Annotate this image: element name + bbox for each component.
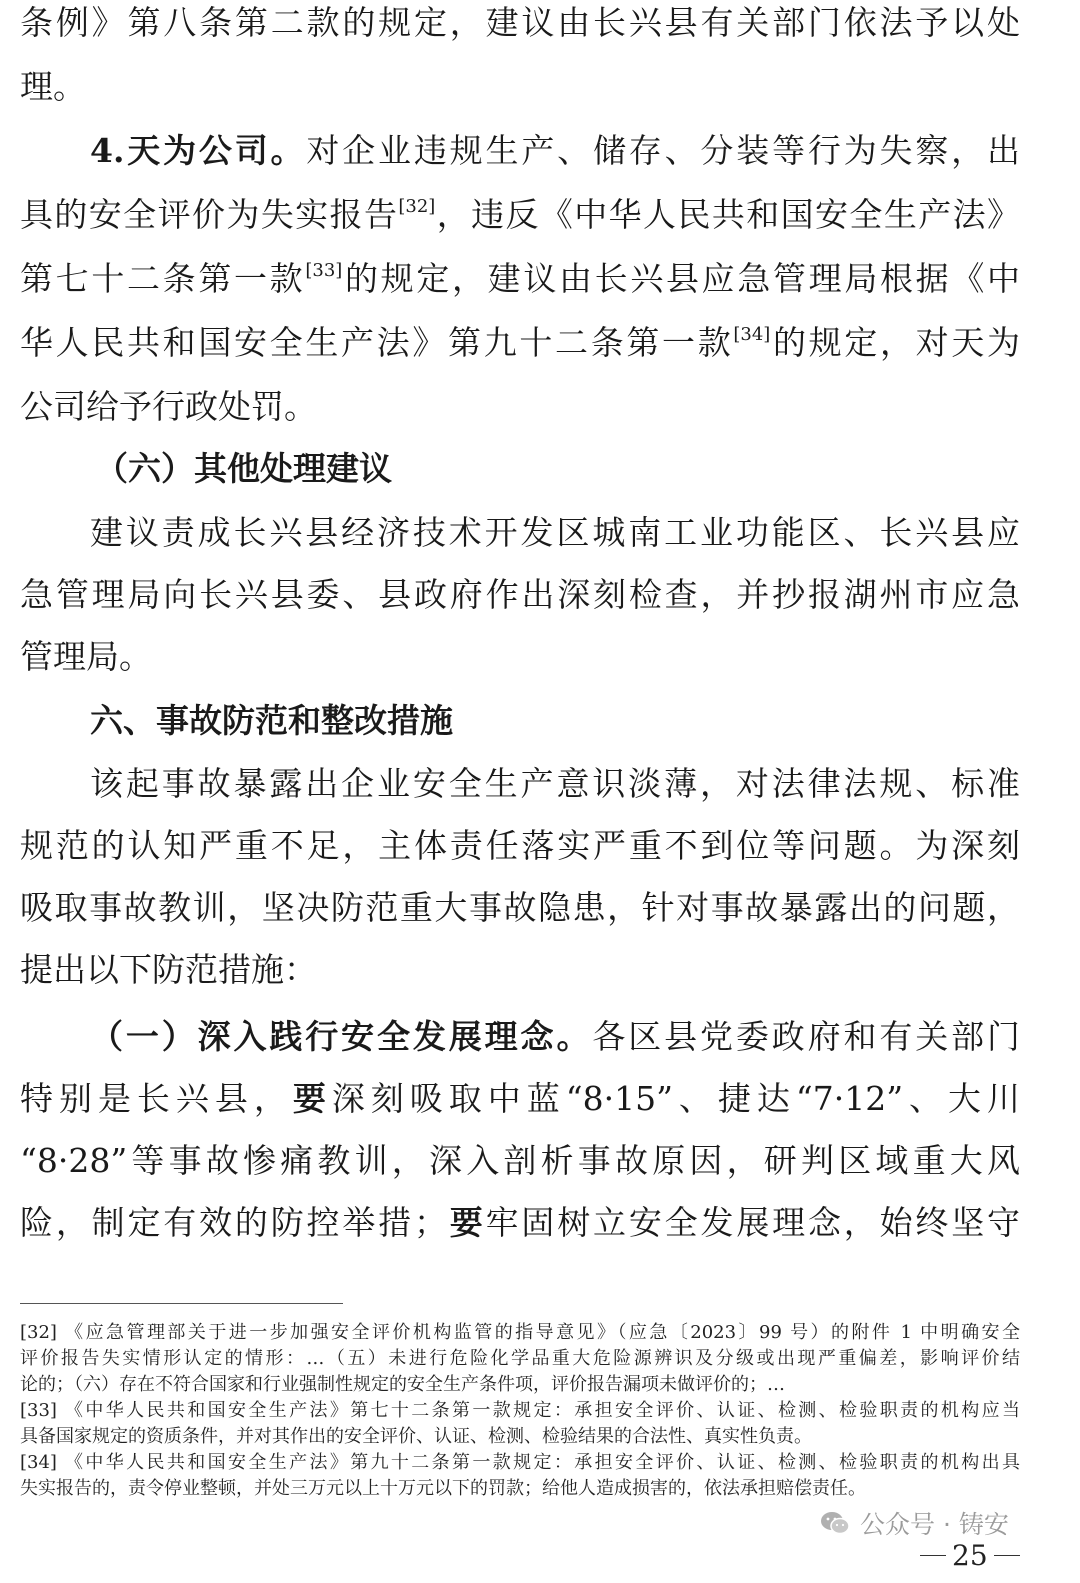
item-heading: 4.天为公司。 — [90, 131, 307, 170]
paragraph-text: ，违反《中华人民共和国安全生产法》 — [435, 195, 1021, 234]
paragraph-text: 第七十二条第一款 — [20, 259, 306, 298]
paragraph-text: 的规定，对天为 — [770, 323, 1021, 362]
footnote-line: 失实报告的，责令停业整顿，并处三万元以上十万元以下的罚款；给他人造成损害的，依法承担赔偿责任。 — [20, 1478, 866, 1499]
paragraph-line — [20, 320, 1020, 366]
paragraph-text: 牢固树立安全发展理念，始终坚守 — [485, 1203, 1021, 1242]
paragraph-line: 公司给予行政处罚。 — [20, 387, 317, 426]
chapter-heading: 六、事故防范和整改措施 — [90, 701, 453, 740]
footnote-line: [32] 《应急管理部关于进一步加强安全评价机构监管的指导意见》（应急〔2023〕99 号）的附件 1 中明确安全 — [20, 1322, 1020, 1343]
paragraph-line — [20, 1076, 1020, 1122]
paragraph-line: 理。 — [20, 67, 86, 106]
paragraph-line — [90, 128, 1020, 174]
page-number-value: 25 — [952, 1538, 988, 1572]
paragraph-line: 管理局。 — [20, 637, 152, 676]
footnote-line: [33] 《中华人民共和国安全生产法》第七十二条第一款规定：承担安全评价、认证、检测、检验职责的机构应当 — [20, 1400, 1020, 1421]
paragraph-line: 急管理局向长兴县委、县政府作出深刻检查，并抄报湖州市应急 — [20, 575, 1020, 614]
page-number — [920, 1535, 1020, 1575]
page-number-dash — [994, 1555, 1020, 1556]
wechat-icon — [820, 1510, 850, 1536]
footnote-line: 论的；（六）存在不符合国家和行业强制性规定的安全生产条件项，评价报告漏项未做评价的；… — [20, 1374, 785, 1395]
page-number-dash — [920, 1555, 946, 1556]
paragraph-line: 吸取事故教训，坚决防范重大事故隐患，针对事故暴露出的问题， — [20, 888, 1020, 927]
paragraph-line — [20, 1200, 1020, 1246]
paragraph-text: 对企业违规生产、储存、分装等行为失察，出 — [306, 131, 1021, 170]
paragraph-text: 险，制定有效的防控举措； — [20, 1203, 447, 1242]
footnote-ref[interactable]: [33] — [305, 260, 343, 281]
emphasis-text: 要 — [292, 1079, 332, 1118]
footnote-line: [34] 《中华人民共和国安全生产法》第九十二条第一款规定：承担安全评价、认证、检测、检验职责的机构出具 — [20, 1452, 1020, 1473]
paragraph-line — [20, 192, 1020, 238]
paragraph-text: 特别是长兴县， — [20, 1079, 293, 1118]
paragraph-line: 建议责成长兴县经济技术开发区城南工业功能区、长兴县应 — [90, 513, 1020, 552]
paragraph-text: 深刻吸取中蓝“8·15”、捷达“7·12”、大川 — [331, 1079, 1021, 1118]
footnote-line: 评价报告失实情形认定的情形：…（五）未进行危险化学品重大危险源辨识及分级或出现严重偏差，影响评价结 — [20, 1348, 1020, 1369]
footnote-line: 具备国家规定的资质条件，并对其作出的安全评价、认证、检测、检验结果的合法性、真实性负责。 — [20, 1426, 812, 1447]
paragraph-line: 条例》第八条第二款的规定，建议由长兴县有关部门依法予以处 — [20, 3, 1020, 42]
footnote-divider — [20, 1303, 343, 1304]
emphasis-text: 要 — [446, 1203, 486, 1242]
section-heading: （六）其他处理建议 — [95, 449, 392, 488]
paragraph-text: 各区县党委政府和有关部门 — [592, 1017, 1021, 1056]
paragraph-line: “8·28”等事故惨痛教训，深入剖析事故原因，研判区域重大风 — [20, 1141, 1020, 1180]
paragraph-line — [20, 256, 1020, 302]
paragraph-line: 规范的认知严重不足，主体责任落实严重不到位等问题。为深刻 — [20, 826, 1020, 865]
paragraph-text: 具的安全评价为失实报告 — [20, 195, 399, 234]
footnote-ref[interactable]: [32] — [398, 196, 436, 217]
paragraph-line: 该起事故暴露出企业安全生产意识淡薄，对法律法规、标准 — [90, 764, 1020, 803]
paragraph-text: 的规定，建议由长兴县应急管理局根据《中 — [342, 259, 1021, 298]
paragraph-line: 提出以下防范措施： — [20, 950, 317, 989]
item-heading: （一）深入践行安全发展理念。 — [90, 1017, 593, 1056]
paragraph-line — [90, 1014, 1020, 1060]
paragraph-text: 华人民共和国安全生产法》第九十二条第一款 — [20, 323, 734, 362]
footnote-ref[interactable]: [34] — [733, 324, 771, 345]
watermark-text: 公众号 · 铸安 — [860, 1510, 1009, 1539]
